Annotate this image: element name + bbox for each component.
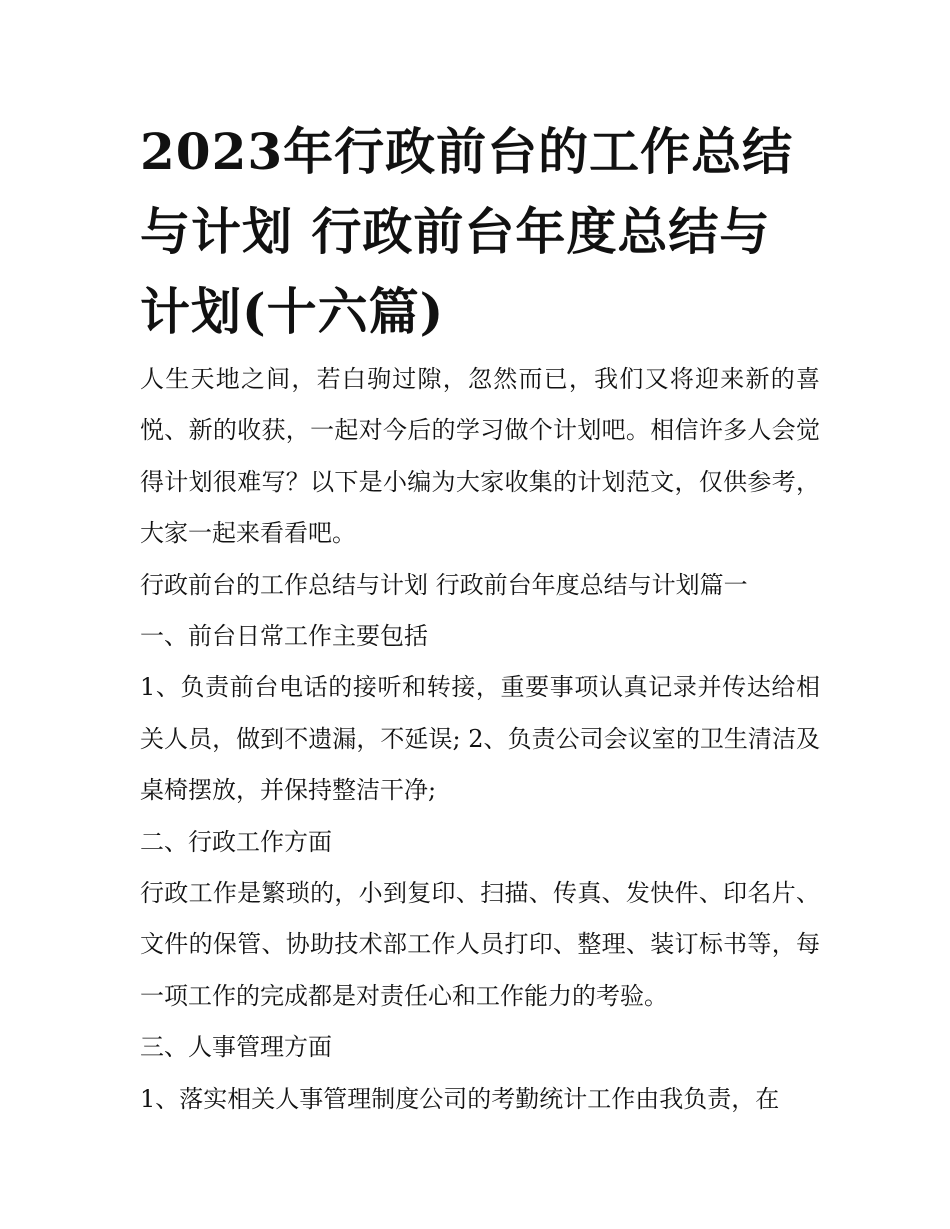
subheading-front-desk: 一、前台日常工作主要包括 (140, 622, 428, 651)
paragraph-hr-management: 1、落实相关人事管理制度公司的考勤统计工作由我负责，在 (140, 1084, 780, 1113)
section-heading: 行政前台的工作总结与计划 行政前台年度总结与计划篇一 (140, 570, 748, 599)
intro-paragraph: 人生天地之间，若白驹过隙，忽然而已，我们又将迎来新的喜悦、新的收获，一起对今后的学习做个计划吧。相信许多人会觉得计划很难写？以下是小编为大家收集的计划范文，仅供参考，大家一起来看看吧。 (140, 365, 820, 548)
paragraph-admin-work: 行政工作是繁琐的，小到复印、扫描、传真、发快件、印名片、文件的保管、协助技术部工作人员打印、整理、装订标书等，每一项工作的完成都是对责任心和工作能力的考验。 (140, 879, 820, 1010)
paragraph-front-desk-duties: 1、负责前台电话的接听和转接，重要事项认真记录并传达给相关人员，做到不遗漏，不延误; 2、负责公司会议室的卫生清洁及桌椅摆放，并保持整洁干净; (140, 673, 820, 805)
document-body (140, 354, 820, 1125)
subheading-admin-work: 二、行政工作方面 (140, 827, 332, 856)
subheading-hr-management: 三、人事管理方面 (140, 1033, 332, 1062)
document-title: 2023年行政前台的工作总结与计划 行政前台年度总结与计划(十六篇) (140, 122, 794, 341)
